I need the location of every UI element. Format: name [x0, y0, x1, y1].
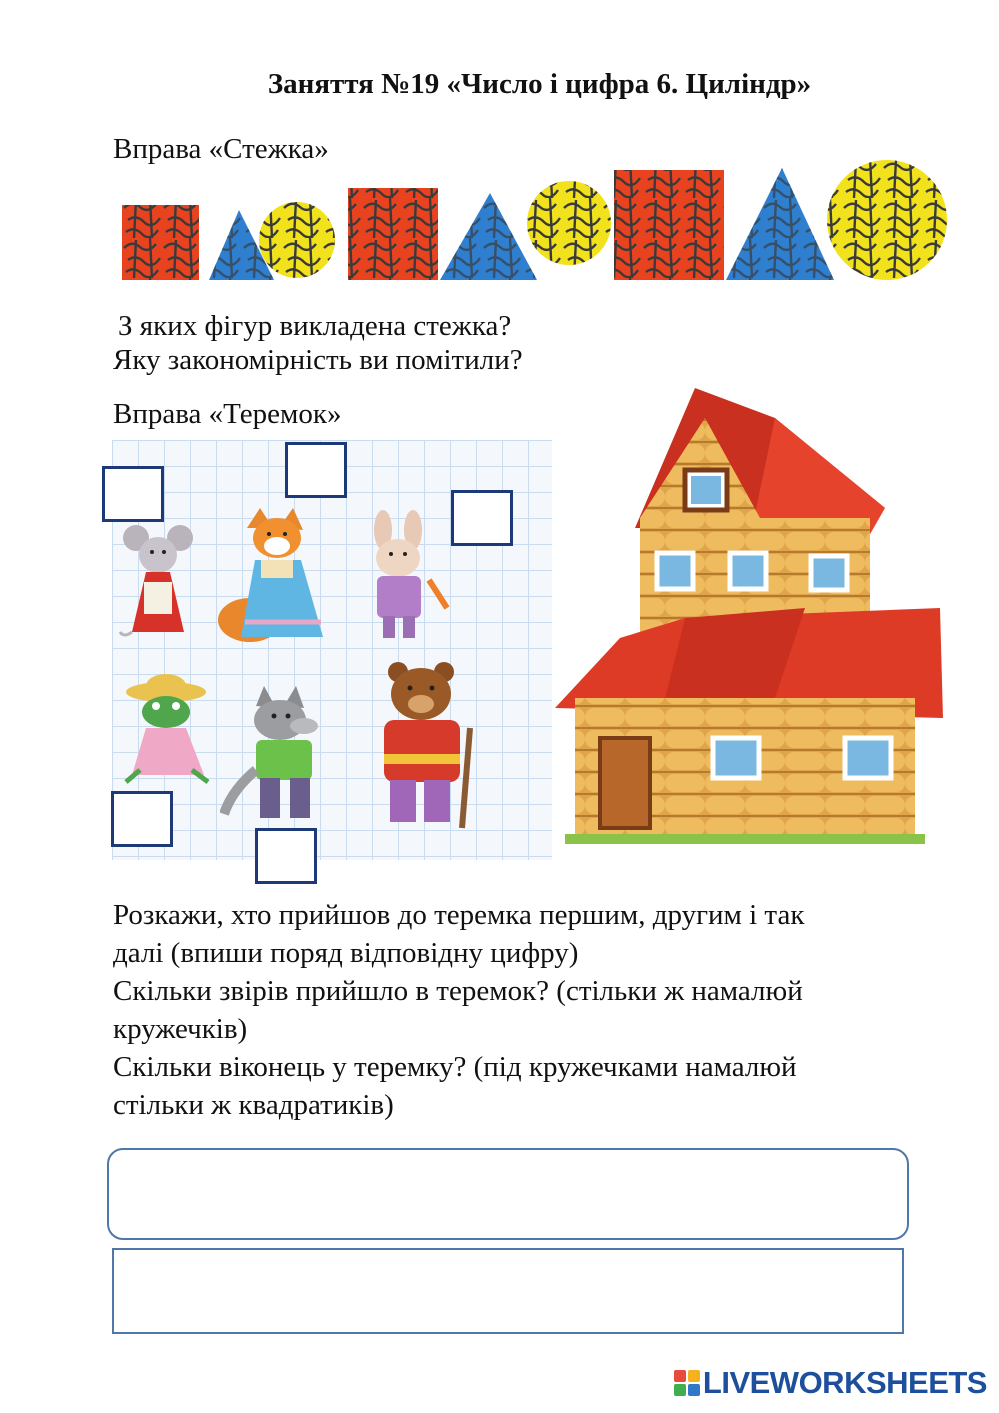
answer-box-rabbit[interactable]: [451, 490, 513, 546]
circle-shape: [527, 181, 611, 265]
page-title: Заняття №19 «Число і цифра 6. Циліндр»: [267, 68, 812, 100]
answer-box-wolf[interactable]: [255, 828, 317, 884]
frog-character: [118, 670, 213, 785]
shape-path: [122, 158, 952, 288]
rabbit-character: [355, 508, 455, 643]
liveworksheets-logo-text: LIVEWORKSHEETS: [702, 1365, 987, 1400]
circle-shape: [827, 160, 947, 280]
fox-character: [205, 502, 335, 647]
square-shape: [614, 170, 724, 280]
liveworksheets-logo: [674, 1365, 987, 1401]
square-shape: [122, 205, 199, 280]
exercise1-heading: Вправа «Стежка»: [113, 133, 329, 165]
mouse-character: [118, 520, 198, 645]
bear-character: [358, 658, 488, 833]
wolf-character: [220, 680, 355, 830]
answer-field-circles[interactable]: [107, 1148, 909, 1240]
question-pattern: Яку закономірність ви помітили?: [113, 344, 523, 376]
triangle-shape: [440, 193, 537, 280]
answer-box-fox[interactable]: [285, 442, 347, 498]
liveworksheets-logo-icon: [674, 1370, 700, 1396]
instruction-line-3: Скільки звірів прийшло в теремок? (стільки ж намалюй: [113, 975, 803, 1007]
answer-field-squares[interactable]: [112, 1248, 904, 1334]
instruction-line-1: Розкажи, хто прийшов до теремка першим, другим і так: [113, 899, 805, 931]
instruction-line-6: стільки ж квадратиків): [113, 1089, 394, 1121]
answer-box-frog[interactable]: [111, 791, 173, 847]
exercise2-heading: Вправа «Теремок»: [113, 398, 342, 430]
answer-box-mouse[interactable]: [102, 466, 164, 522]
instruction-line-4: кружечків): [113, 1013, 248, 1045]
instruction-line-2: далі (впиши поряд відповідну цифру): [113, 937, 579, 969]
triangle-shape: [726, 168, 834, 280]
teremok-house-image: [545, 378, 945, 848]
instruction-line-5: Скільки віконець у теремку? (під кружечками намалюй: [113, 1051, 797, 1083]
circle-shape: [259, 202, 335, 278]
square-shape: [348, 188, 438, 280]
question-shapes: З яких фігур викладена стежка?: [118, 310, 512, 342]
